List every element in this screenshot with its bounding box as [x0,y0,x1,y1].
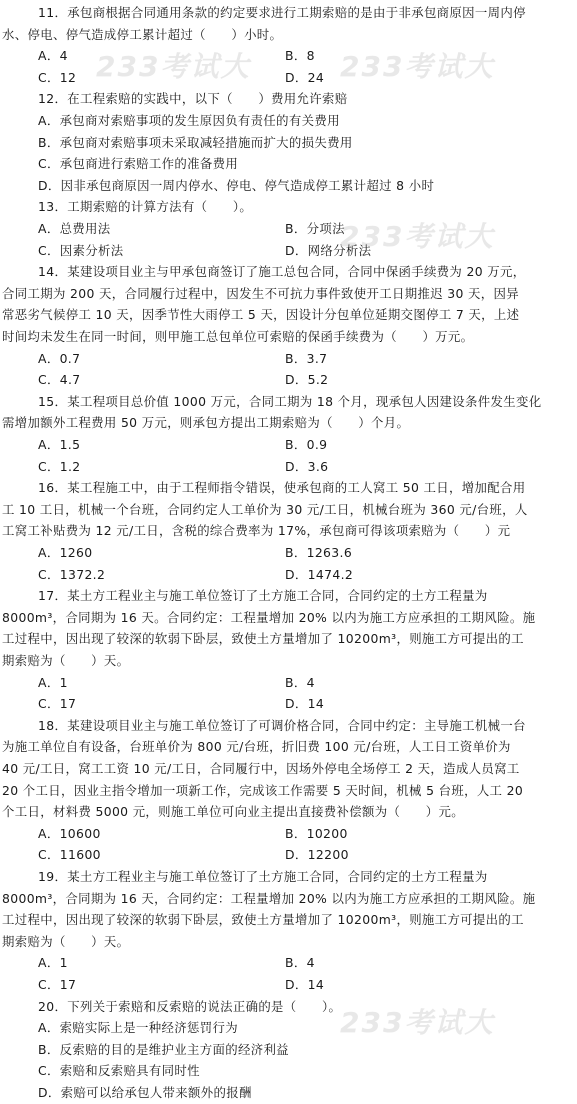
question-stem: 20．下列关于索赔和反索赔的说法正确的是（ ）。 [38,998,342,1014]
answer-option: C．1.2 [38,458,81,474]
question-stem-continued: 8000m³，合同期为 16 天。合同约定：工程量增加 20% 以内为施工方应承担的工期风险。施 [2,609,536,625]
answer-option: A．10600 [38,825,101,841]
answer-option: A．总费用法 [38,221,111,236]
question-stem: 14．某建设项目业主与甲承包商签订了施工总包合同，合同中保函手续费为 20 万元， [38,264,526,280]
question-stem: 11．承包商根据合同通用条款的约定要求进行工期索赔的是由于非承包商原因一周内停 [38,5,526,20]
answer-option: A．1 [38,955,68,971]
answer-option: D．5.2 [285,372,329,388]
answer-option: B．3.7 [285,350,328,366]
answer-option: D．12200 [285,847,349,863]
answer-option: D．14 [285,977,325,992]
answer-option: D．3.6 [285,458,329,474]
answer-option: C．4.7 [38,372,81,388]
answer-option: B．4 [285,674,315,690]
question-stem: 13．工期索赔的计算方法有（ ）。 [38,199,253,215]
answer-option: D．14 [285,696,325,712]
question-stem-continued: 合同工期为 200 天，合同履行过程中，因发生不可抗力事件致使开工日期推迟 30 天，因异 [2,285,519,301]
answer-option: A．0.7 [38,350,81,366]
answer-option: A．1260 [38,545,93,560]
watermark: 233考试大 [340,50,495,83]
question-stem-continued: 20 个工日，因业主指令增加一项新工作，完成该工作需要 5 天时间，机械 5 台班，人工 20 [2,782,524,798]
answer-option: D．网络分析法 [285,242,372,258]
question-stem: 18．某建设项目业主与施工单位签订了可调价格合同，合同中约定：主导施工机械一台 [38,717,526,733]
answer-option: A．1 [38,674,68,690]
answer-option: B．0.9 [285,437,328,452]
answer-option: B．10200 [285,825,348,841]
question-stem-continued: 期索赔为（ ）天。 [2,653,130,668]
answer-option: A．承包商对索赔事项的发生原因负有责任的有关费用 [38,113,340,128]
question-stem-continued: 工 10 工日，机械一个台班，合同约定人工单价为 30 元/工日，机械台班为 360 元/台班，人 [2,501,528,517]
question-stem: 15．某工程项目总价值 1000 万元，合同工期为 18 个月，现承包人因建设条件发生变化 [38,393,542,409]
watermark: 233考试大 [96,50,251,83]
answer-option: B．承包商对索赔事项未采取减轻措施而扩大的损失费用 [38,134,353,150]
question-stem-continued: 8000m³，合同期为 16 天，合同约定：工程量增加 20% 以内为施工方应承担的工期风险。施 [2,890,536,906]
answer-option: C．17 [38,696,77,712]
question-stem: 17．某土方工程业主与施工单位签订了土方施工合同，合同约定的土方工程量为 [38,588,488,604]
watermark: 233考试大 [340,220,495,253]
watermark: 233考试大 [340,1006,495,1039]
answer-option: D．1474.2 [285,566,354,582]
question-stem-continued: 个工日，材料费 5000 元，则施工单位可向业主提出直接费补偿额为（ ）元。 [2,804,464,820]
answer-option: C．索赔和反索赔具有同时性 [38,1063,200,1079]
question-stem-continued: 工过程中，因出现了较深的软弱下卧层，致使土方量增加了 10200m³，则施工方可提出的工 [2,631,524,647]
answer-option: C．17 [38,977,77,992]
answer-option: C．承包商进行索赔工作的准备费用 [38,156,239,172]
answer-option: C．因素分析法 [38,242,124,258]
answer-option: C．1372.2 [38,566,106,582]
answer-option: D．24 [285,69,325,85]
answer-option: C．11600 [38,847,101,863]
question-stem-continued: 需增加额外工程费用 50 万元，则承包方提出工期索赔为（ ）个月。 [2,415,410,431]
answer-option: B．1263.6 [285,545,353,560]
answer-option: A．1.5 [38,437,81,452]
question-stem-continued: 工窝工补贴费为 12 元/工日，含税的综合费率为 17%，承包商可得该项索赔为（ ）元 [2,523,511,539]
answer-option: D．索赔可以给承包人带来额外的报酬 [38,1085,252,1100]
question-stem: 12．在工程索赔的实践中，以下（ ）费用允许索赔 [38,91,348,107]
question-stem-continued: 常恶劣气候停工 10 天，因季节性大雨停工 5 天，因设计分包单位延期交图停工 7 天，上述 [2,307,520,323]
answer-option: A．索赔实际上是一种经济惩罚行为 [38,1020,238,1036]
answer-option: B．4 [285,955,315,971]
question-stem-continued: 水、停电、停气造成停工累计超过（ ）小时。 [2,26,283,42]
answer-option: B．8 [285,48,315,64]
question-stem-continued: 期索赔为（ ）天。 [2,933,130,949]
answer-option: D．因非承包商原因一周内停水、停电、停气造成停工累计超过 8 小时 [38,177,435,193]
question-stem: 16．某工程施工中，由于工程师指令错误，使承包商的工人窝工 50 工日，增加配合用 [38,480,526,496]
question-stem-continued: 为施工单位自有设备，台班单价为 800 元/台班，折旧费 100 元/台班，人工日工资单价为 [2,739,511,755]
answer-option: A．4 [38,48,68,64]
question-stem-continued: 工过程中，因出现了较深的软弱下卧层，致使土方量增加了 10200m³，则施工方可提出的工 [2,912,524,928]
answer-option: C．12 [38,69,77,85]
answer-option: B．分项法 [285,221,345,236]
answer-option: B．反索赔的目的是维护业主方面的经济利益 [38,1041,289,1057]
question-stem-continued: 时间均未发生在同一时间，则甲施工总包单位可索赔的保函手续费为（ ）万元。 [2,329,474,344]
question-stem-continued: 40 元/工日，窝工工资 10 元/工日，合同履行中，因场外停电全场停工 2 天，造成人员窝工 [2,761,520,776]
question-stem: 19．某土方工程业主与施工单位签订了土方施工合同，合同约定的土方工程量为 [38,869,488,884]
